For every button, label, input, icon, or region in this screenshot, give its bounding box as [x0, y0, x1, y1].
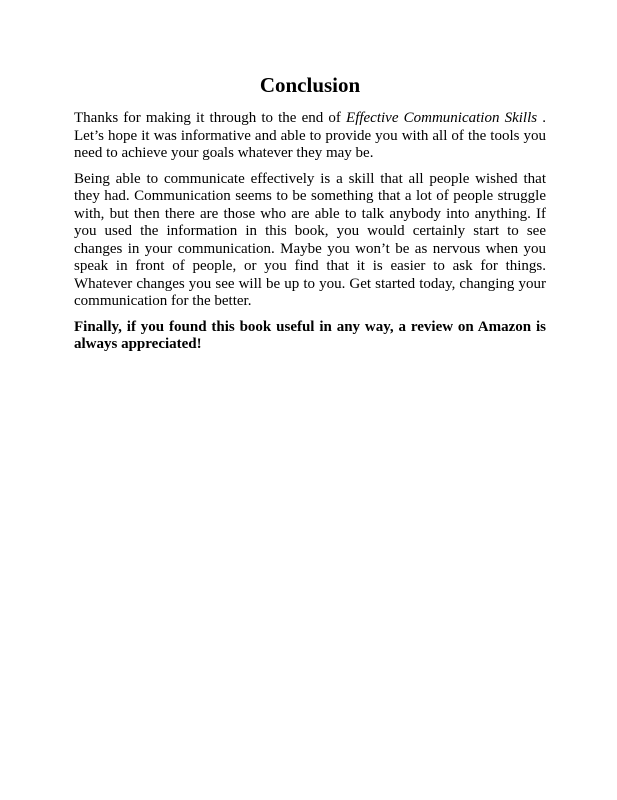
- closing-paragraph: Finally, if you found this book useful in any way, a review on Amazon is always appreciated!: [74, 318, 546, 352]
- document-page: [74, 72, 546, 362]
- page-title: Conclusion: [259, 73, 361, 97]
- intro-text-before: Thanks for making it through to the end of: [74, 110, 347, 126]
- book-title: Effective Communication Skills: [346, 110, 538, 126]
- body-paragraph: Being able to communicate effectively is a skill that all people wished that they had. Communication seems to be something that a lot of people struggle with, but then there are those who are able to talk anybody into anything. If you used the information in this book, you would certainly start to see changes in your communication. Maybe you won’t be as nervous when you speak in front of people, or you find that it is easier to ask for things. Whatever changes you see will be up to you. Get started today, changing your communication for the better.: [74, 170, 546, 309]
- intro-paragraph: [74, 110, 546, 163]
- intro-text-after: . Let’s hope it was informative and able to provide you with all of the tools you need to achieve your goals whatever they may be.: [74, 110, 546, 161]
